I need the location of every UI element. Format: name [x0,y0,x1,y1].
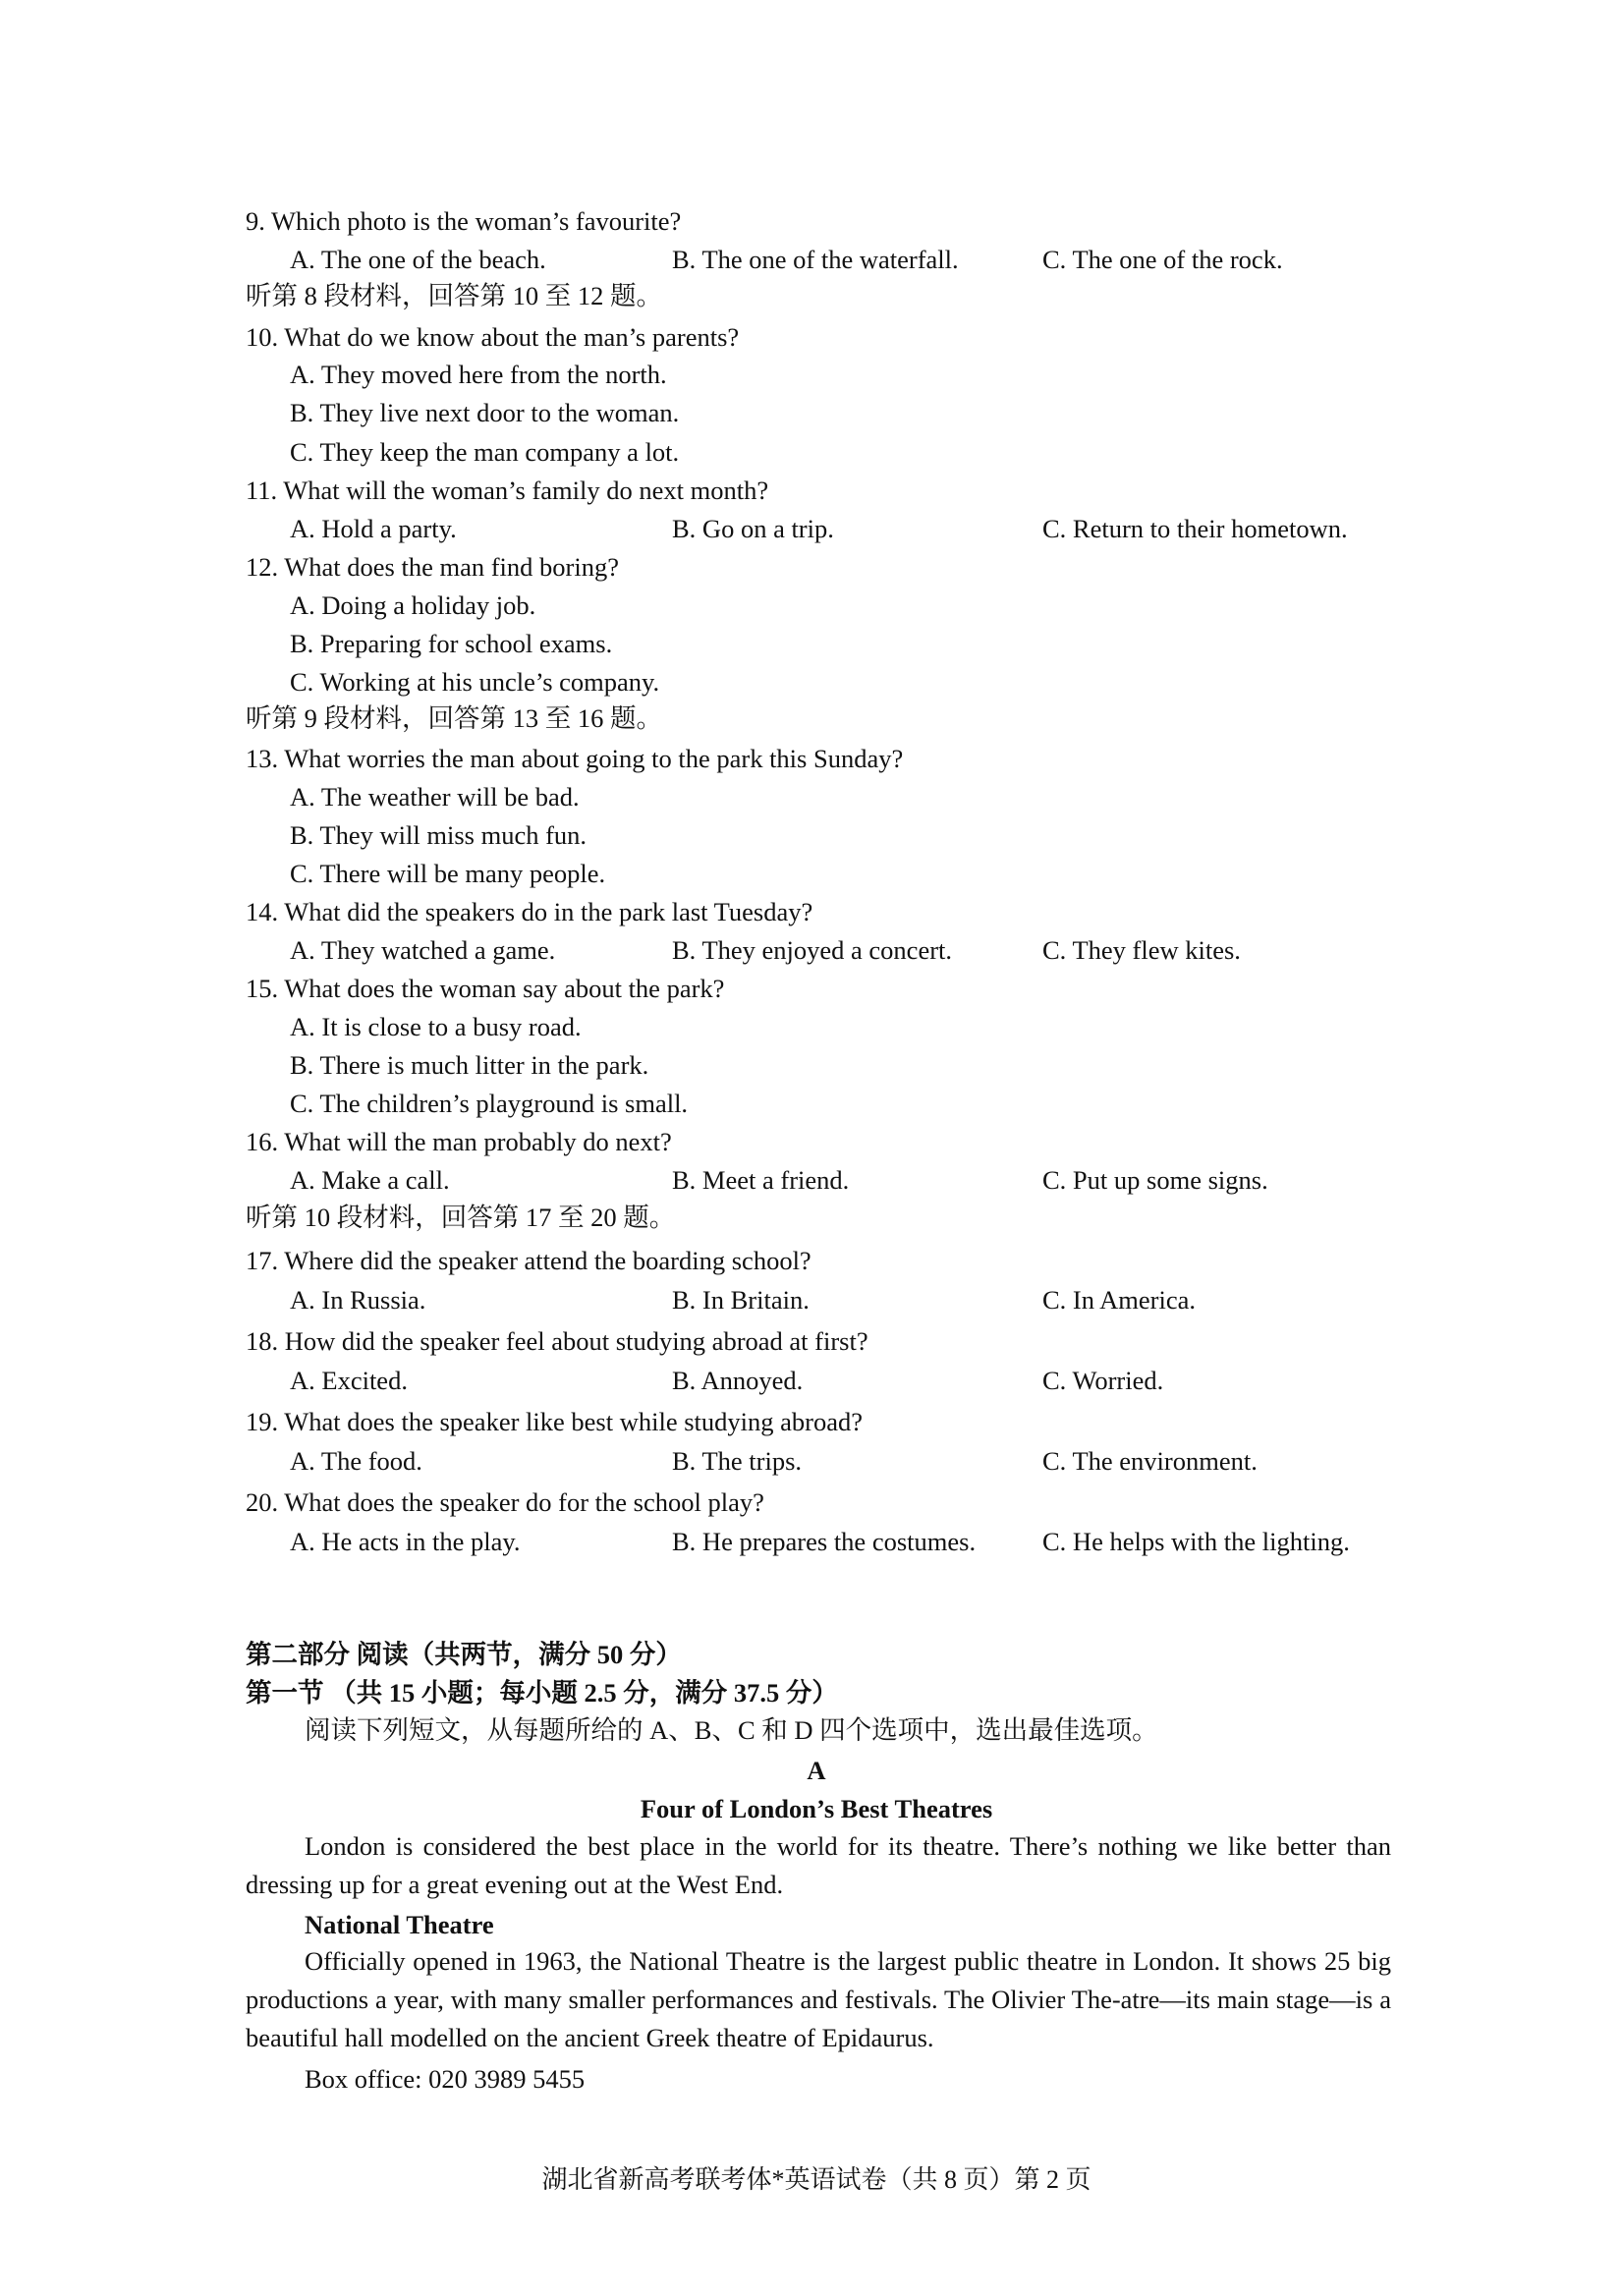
question-12-option-b: B. Preparing for school exams. [290,629,613,658]
question-14-option-c: C. They flew kites. [1042,935,1241,965]
question-14-option-a: A. They watched a game. [290,935,556,965]
section-note-10: 听第 10 段材料，回答第 17 至 20 题。 [246,1203,676,1232]
passage-letter: A [807,1756,826,1785]
question-13-option-b: B. They will miss much fun. [290,820,588,850]
question-17-stem: 17. Where did the speaker attend the boarding school? [246,1246,812,1275]
question-10-option-b: B. They live next door to the woman. [290,398,680,427]
section-note-9: 听第 9 段材料，回答第 13 至 16 题。 [246,703,662,733]
question-15-option-a: A. It is close to a busy road. [290,1012,582,1041]
question-14-stem: 14. What did the speakers do in the park last Tuesday? [246,897,813,926]
part2-section1-heading: 第一节 （共 15 小题；每小题 2.5 分，满分 37.5 分） [246,1678,838,1708]
question-19-option-b: B. The trips. [672,1446,803,1476]
question-11-option-a: A. Hold a party. [290,514,457,543]
question-10-option-a: A. They moved here from the north. [290,360,667,389]
question-18-option-b: B. Annoyed. [672,1366,804,1395]
question-11-stem: 11. What will the woman’s family do next month? [246,476,769,505]
question-15-stem: 15. What does the woman say about the park? [246,974,725,1003]
question-20-stem: 20. What does the speaker do for the school play? [246,1487,764,1517]
question-11-option-c: C. Return to their hometown. [1042,514,1348,543]
question-19-option-c: C. The environment. [1042,1446,1258,1476]
question-12-option-c: C. Working at his uncle’s company. [290,667,660,697]
question-17-option-a: A. In Russia. [290,1285,426,1315]
part2-heading: 第二部分 阅读（共两节，满分 50 分） [246,1640,682,1669]
passage-intro: London is considered the best place in the world for its theatre. There’s nothing we like better than dressing up for a great evening out at the West End. [246,1831,1391,1899]
question-16-option-b: B. Meet a friend. [672,1165,850,1195]
question-9-option-c: C. The one of the rock. [1042,245,1283,274]
question-12-option-a: A. Doing a holiday job. [290,590,536,620]
question-16-option-c: C. Put up some signs. [1042,1165,1268,1195]
passage-title: Four of London’s Best Theatres [640,1794,993,1823]
question-19-option-a: A. The food. [290,1446,422,1476]
question-20-option-c: C. He helps with the lighting. [1042,1527,1350,1556]
question-17-option-c: C. In America. [1042,1285,1197,1315]
question-16-option-a: A. Make a call. [290,1165,450,1195]
passage-subtitle-national-theatre: National Theatre [305,1910,494,1939]
question-10-option-c: C. They keep the man company a lot. [290,437,680,467]
question-20-option-a: A. He acts in the play. [290,1527,521,1556]
question-20-option-b: B. He prepares the costumes. [672,1527,977,1556]
question-11-option-b: B. Go on a trip. [672,514,834,543]
question-10-stem: 10. What do we know about the man’s parents? [246,322,740,352]
question-18-option-c: C. Worried. [1042,1366,1164,1395]
question-16-stem: 16. What will the man probably do next? [246,1127,672,1156]
question-12-stem: 12. What does the man find boring? [246,552,619,582]
passage-national-theatre-body: Officially opened in 1963, the National Theatre is the largest public theatre in London. It shows 25 big productions a year, with many smaller performances and festivals. The Olivier The-atre—its main stage—is a beautiful hall modelled on the ancient Greek theatre of Epidaurus. [246,1946,1391,2052]
question-13-option-a: A. The weather will be bad. [290,782,580,812]
part2-instruction: 阅读下列短文，从每题所给的 A、B、C 和 D 四个选项中，选出最佳选项。 [305,1715,1158,1745]
question-17-option-b: B. In Britain. [672,1285,810,1315]
passage-box-office: Box office: 020 3989 5455 [305,2064,586,2094]
question-19-stem: 19. What does the speaker like best while studying abroad? [246,1407,863,1436]
question-9-option-b: B. The one of the waterfall. [672,245,959,274]
question-15-option-c: C. The children’s playground is small. [290,1089,689,1118]
question-18-stem: 18. How did the speaker feel about studying abroad at first? [246,1326,868,1356]
question-9-stem: 9. Which photo is the woman’s favourite? [246,206,682,236]
section-note-8: 听第 8 段材料，回答第 10 至 12 题。 [246,281,662,310]
question-15-option-b: B. There is much litter in the park. [290,1050,649,1080]
question-13-option-c: C. There will be many people. [290,859,606,888]
question-13-stem: 13. What worries the man about going to the park this Sunday? [246,744,904,773]
question-14-option-b: B. They enjoyed a concert. [672,935,953,965]
page-footer: 湖北省新高考联考体*英语试卷（共 8 页）第 2 页 [541,2165,1091,2194]
question-18-option-a: A. Excited. [290,1366,408,1395]
question-9-option-a: A. The one of the beach. [290,245,546,274]
